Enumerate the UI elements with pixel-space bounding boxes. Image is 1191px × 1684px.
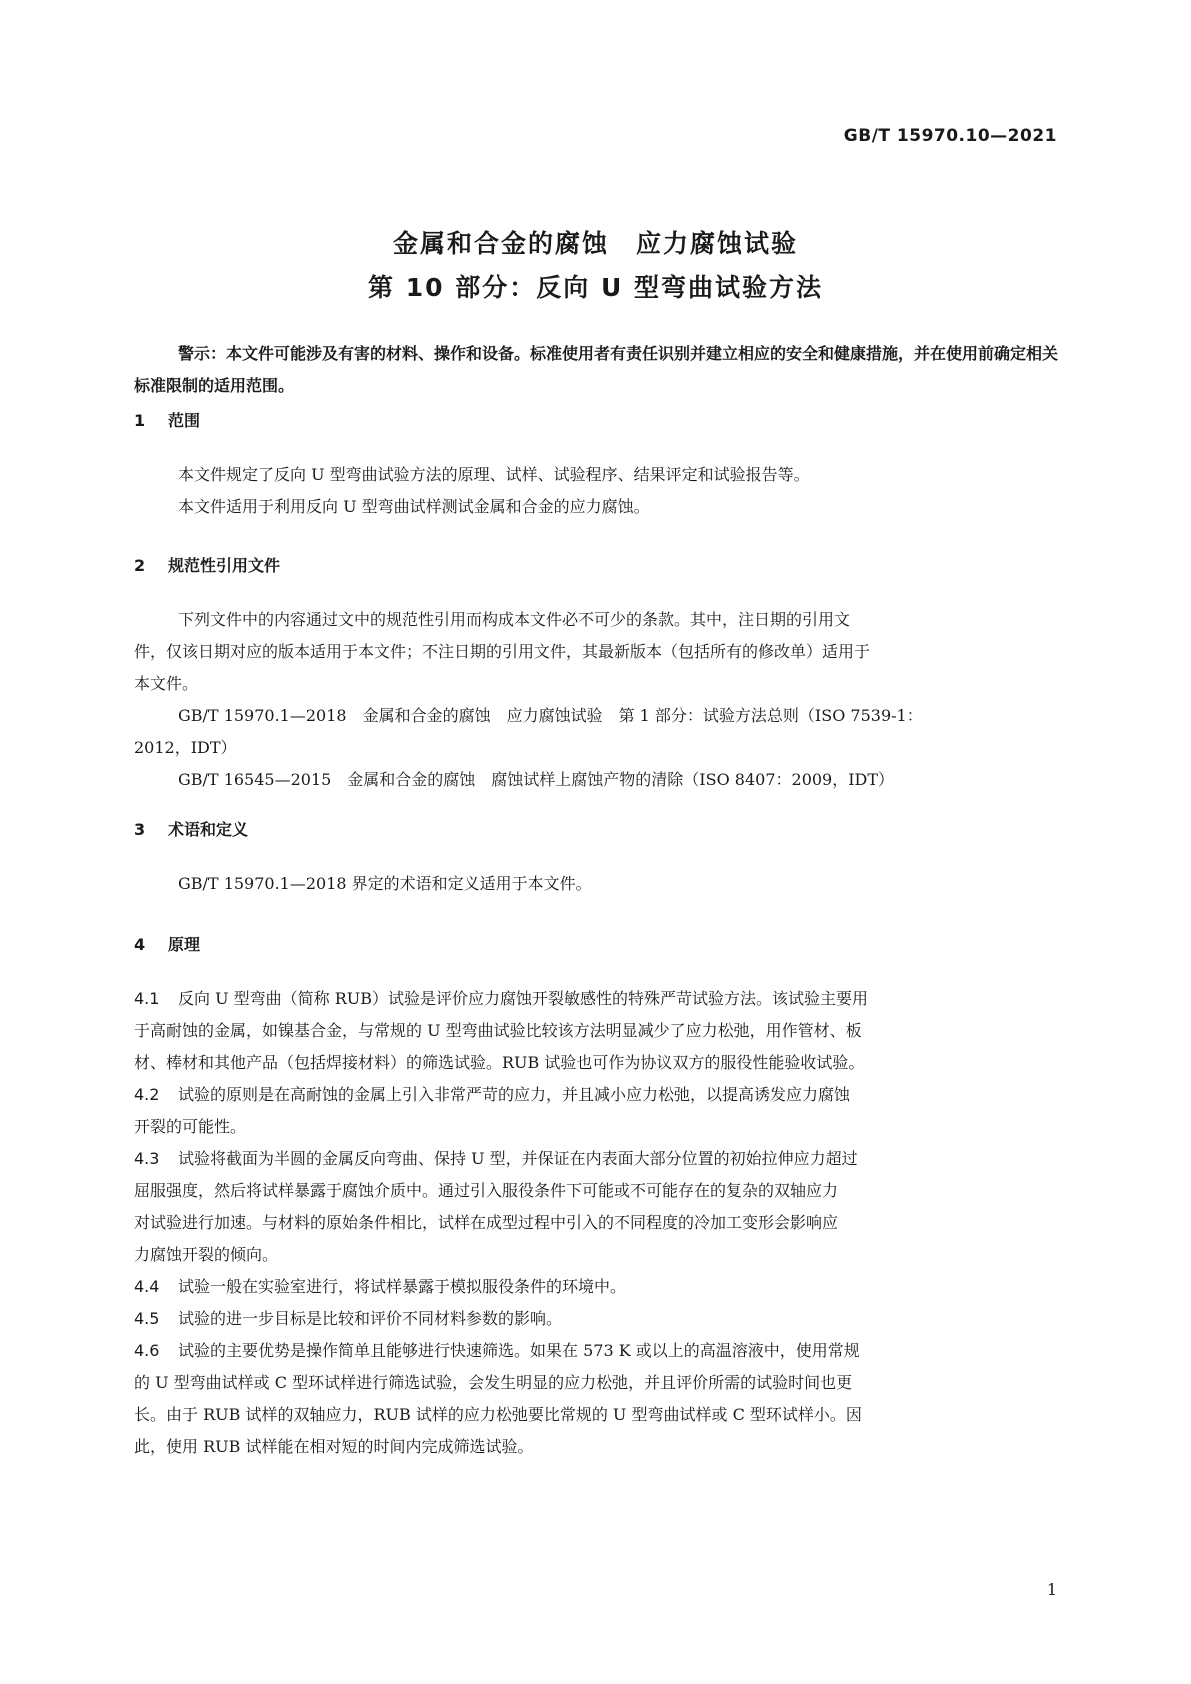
clause-4-6-line	[134, 1335, 1058, 1367]
clause-text: 试验的原则是在高耐蚀的金属上引入非常严苛的应力，并且减小应力松弛，以提高诱发应力腐蚀	[178, 1085, 851, 1104]
reference-line: 2012，IDT）	[134, 738, 237, 757]
section-2-heading	[134, 553, 280, 576]
section-number: 1	[134, 411, 146, 430]
section-3-body	[134, 868, 1058, 900]
section-number: 3	[134, 820, 146, 839]
title-line-2: 第 10 部分：反向 U 型弯曲试验方法	[368, 273, 823, 302]
section-title: 术语和定义	[168, 820, 249, 839]
section-title: 范围	[168, 411, 201, 430]
clause-line: 对试验进行加速。与材料的原始条件相比，试样在成型过程中引入的不同程度的冷加工变形会影响应	[134, 1213, 839, 1232]
paragraph: GB/T 15970.1—2018 界定的术语和定义适用于本文件。	[178, 874, 592, 893]
clause-4-1-line	[134, 983, 1058, 1015]
clause-line: 力腐蚀开裂的倾向。	[134, 1245, 279, 1264]
clause-text: 试验的主要优势是操作简单且能够进行快速筛选。如果在 573 K 或以上的高温溶液中，使用常规	[178, 1341, 860, 1360]
paragraph-line: 本文件。	[134, 674, 199, 693]
clause-number: 4.2	[134, 1085, 160, 1104]
clause-number: 4.3	[134, 1149, 160, 1168]
title-line-1: 金属和合金的腐蚀 应力腐蚀试验	[392, 229, 798, 258]
clause-number: 4.5	[134, 1309, 160, 1328]
clause-line: 于高耐蚀的金属，如镍基合金，与常规的 U 型弯曲试验比较该方法明显减少了应力松弛，用作管材、板	[134, 1021, 862, 1040]
clause-4-3-line	[134, 1143, 1058, 1175]
clause-4-2-line	[134, 1079, 1058, 1111]
section-number: 2	[134, 556, 146, 575]
paragraph: 本文件规定了反向 U 型弯曲试验方法的原理、试样、试验程序、结果评定和试验报告等。	[178, 465, 810, 484]
clause-text: 反向 U 型弯曲（简称 RUB）试验是评价应力腐蚀开裂敏感性的特殊严苛试验方法。该试验主要用	[178, 989, 869, 1008]
paragraph: 本文件适用于利用反向 U 型弯曲试样测试金属和合金的应力腐蚀。	[178, 497, 650, 516]
clause-number: 4.6	[134, 1341, 160, 1360]
section-3-heading	[134, 817, 248, 840]
section-number: 4	[134, 935, 146, 954]
document-title	[0, 222, 1191, 310]
clause-line: 的 U 型弯曲试样或 C 型环试样进行筛选试验，会发生明显的应力松弛，并且评价所需的试验时间也更	[134, 1373, 853, 1392]
clause-text: 试验的进一步目标是比较和评价不同材料参数的影响。	[178, 1309, 563, 1328]
paragraph-line: 件，仅该日期对应的版本适用于本文件；不注日期的引用文件，其最新版本（包括所有的修改单）适用于	[134, 642, 871, 661]
clause-number: 4.4	[134, 1277, 160, 1296]
section-title: 规范性引用文件	[168, 556, 281, 575]
section-1-heading	[134, 408, 200, 431]
clause-line: 长。由于 RUB 试样的双轴应力，RUB 试样的应力松弛要比常规的 U 型弯曲试样或 C 型环试样小。因	[134, 1405, 862, 1424]
clause-line: 此，使用 RUB 试样能在相对短的时间内完成筛选试验。	[134, 1437, 534, 1456]
section-4-heading	[134, 932, 200, 955]
section-1-body	[134, 459, 1058, 523]
reference-line: GB/T 15970.1—2018 金属和合金的腐蚀 应力腐蚀试验 第 1 部分：试验方法总则（ISO 7539-1：	[178, 706, 923, 725]
section-4-body	[134, 983, 1058, 1463]
reference-line: GB/T 16545—2015 金属和合金的腐蚀 腐蚀试样上腐蚀产物的清除（ISO 8407：2009，IDT）	[178, 770, 895, 789]
clause-line: 材、棒材和其他产品（包括焊接材料）的筛选试验。RUB 试验也可作为协议双方的服役性能验收试验。	[134, 1053, 865, 1072]
clause-4-5-line	[134, 1303, 1058, 1335]
clause-text: 试验一般在实验室进行，将试样暴露于模拟服役条件的环境中。	[178, 1277, 627, 1296]
clause-text: 试验将截面为半圆的金属反向弯曲、保持 U 型，并保证在内表面大部分位置的初始拉伸应力超过	[178, 1149, 858, 1168]
page-number: 1	[1046, 1580, 1057, 1599]
section-2-body	[134, 604, 1058, 796]
clause-line: 开裂的可能性。	[134, 1117, 247, 1136]
section-title: 原理	[168, 935, 201, 954]
paragraph-line: 下列文件中的内容通过文中的规范性引用而构成本文件必不可少的条款。其中，注日期的引用文	[178, 610, 851, 629]
clause-line: 屈服强度，然后将试样暴露于腐蚀介质中。通过引入服役条件下可能或不可能存在的复杂的双轴应力	[134, 1181, 839, 1200]
clause-number: 4.1	[134, 989, 160, 1008]
clause-4-4-line	[134, 1271, 1058, 1303]
standard-number: GB/T 15970.10—2021	[843, 126, 1057, 146]
warning-note: 警示：本文件可能涉及有害的材料、操作和设备。标准使用者有责任识别并建立相应的安全和健康措施，并在使用前确定相关标准限制的适用范围。	[134, 344, 1059, 395]
